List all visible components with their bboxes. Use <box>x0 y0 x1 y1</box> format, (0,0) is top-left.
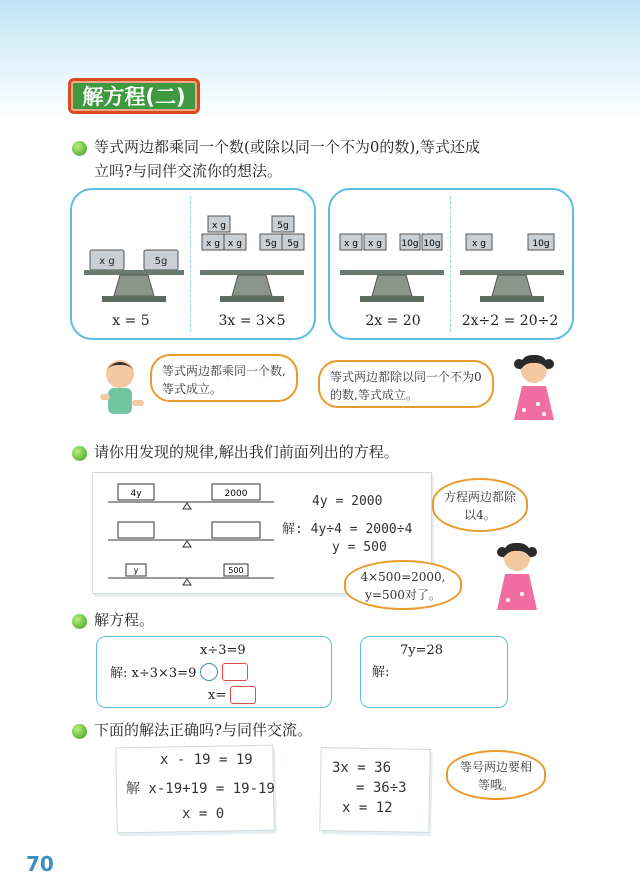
svg-text:x g: x g <box>206 239 220 249</box>
caption-1: x = 5 <box>112 313 150 329</box>
hint-bubble-2 <box>344 560 462 610</box>
caption-4: 2x÷2 = 20÷2 <box>461 313 559 329</box>
caption-2: 3x = 3×5 <box>218 313 286 329</box>
section4-question: 下面的解法正确吗?与同伴交流。 <box>94 721 313 739</box>
answer-operator-blank[interactable] <box>200 663 218 681</box>
svg-text:5g: 5g <box>287 239 299 249</box>
balance-scale-1 <box>82 206 186 306</box>
girl-figure <box>508 352 560 428</box>
boy-speech-bubble: 等式两边都乘同一个数,等式成立。 <box>150 354 298 402</box>
svg-text:4y: 4y <box>130 489 142 499</box>
section1-question-line1: 等式两边都乘同一个数(或除以同一个不为0的数),等式还成 <box>94 138 481 156</box>
svg-text:x g: x g <box>228 239 242 249</box>
weight-label: x g <box>99 256 115 267</box>
hint-bubble-2-line2: y=500对了。 <box>365 588 441 602</box>
wrong-work-2: 解 x-19+19 = 19-19 <box>126 781 275 797</box>
svg-text:500: 500 <box>228 566 244 575</box>
bullet-icon <box>72 446 87 461</box>
section3-question: 解方程。 <box>94 611 155 629</box>
svg-text:10g: 10g <box>401 239 419 249</box>
wrong-work-1: x - 19 = 19 <box>160 752 253 768</box>
weight-label: 5g <box>154 256 168 267</box>
svg-text:y: y <box>133 566 139 575</box>
work-line-2: 解: 4y÷4 = 2000÷4 <box>282 522 413 537</box>
section1-question-line2: 立吗?与同伴交流你的想法。 <box>94 162 283 180</box>
bullet-icon <box>72 724 87 739</box>
solve-right-label: 解: <box>372 665 390 680</box>
answer-number-blank[interactable] <box>222 663 248 681</box>
hint-bubble-1: 方程两边都除以4。 <box>432 478 528 532</box>
work-line-1: 4y = 2000 <box>312 494 383 509</box>
section4-hint-bubble: 等号两边要相等哦。 <box>446 750 546 800</box>
balance-scale-2 <box>198 206 306 306</box>
svg-text:2000: 2000 <box>224 489 248 499</box>
equation-right: 7y=28 <box>400 643 444 658</box>
solve-left-line3 <box>208 686 256 704</box>
work-line-3: y = 500 <box>332 540 387 555</box>
svg-text:5g: 5g <box>277 221 289 231</box>
page-number: 70 <box>26 852 54 876</box>
panel-divider <box>190 196 191 332</box>
caption-3: 2x = 20 <box>365 313 421 329</box>
bullet-icon <box>72 614 87 629</box>
sketch-scales <box>104 482 284 590</box>
svg-text:10g: 10g <box>423 239 441 249</box>
right-work-3: x = 12 <box>342 800 393 816</box>
svg-text:x g: x g <box>472 239 486 249</box>
section2-question: 请你用发现的规律,解出我们前面列出的方程。 <box>94 443 399 461</box>
equation-left: x÷3=9 <box>200 643 246 658</box>
right-work-2: = 36÷3 <box>356 780 407 796</box>
solve-left-line2 <box>110 662 248 681</box>
svg-text:5g: 5g <box>265 239 277 249</box>
svg-text:10g: 10g <box>532 239 550 249</box>
boy-figure <box>92 356 148 424</box>
lesson-title: 解方程(二) <box>68 78 200 114</box>
svg-text:x g: x g <box>368 239 382 249</box>
wrong-work-3: x = 0 <box>182 806 225 822</box>
bullet-icon <box>72 141 87 156</box>
solve-left-line3-text: x= <box>208 687 227 703</box>
right-work-1: 3x = 36 <box>332 760 392 776</box>
hint-bubble-2-line1: 4×500=2000, <box>360 570 446 584</box>
svg-text:x g: x g <box>344 239 358 249</box>
balance-scale-4 <box>458 206 566 306</box>
answer-x-blank[interactable] <box>230 686 256 704</box>
girl-figure-2 <box>490 540 544 618</box>
balance-scale-3 <box>338 206 446 306</box>
panel-divider <box>450 196 451 332</box>
girl-speech-bubble: 等式两边都除以同一个不为0的数,等式成立。 <box>318 360 494 408</box>
solve-left-line2-text: 解: x÷3×3=9 <box>110 666 197 681</box>
svg-text:x g: x g <box>212 221 226 231</box>
